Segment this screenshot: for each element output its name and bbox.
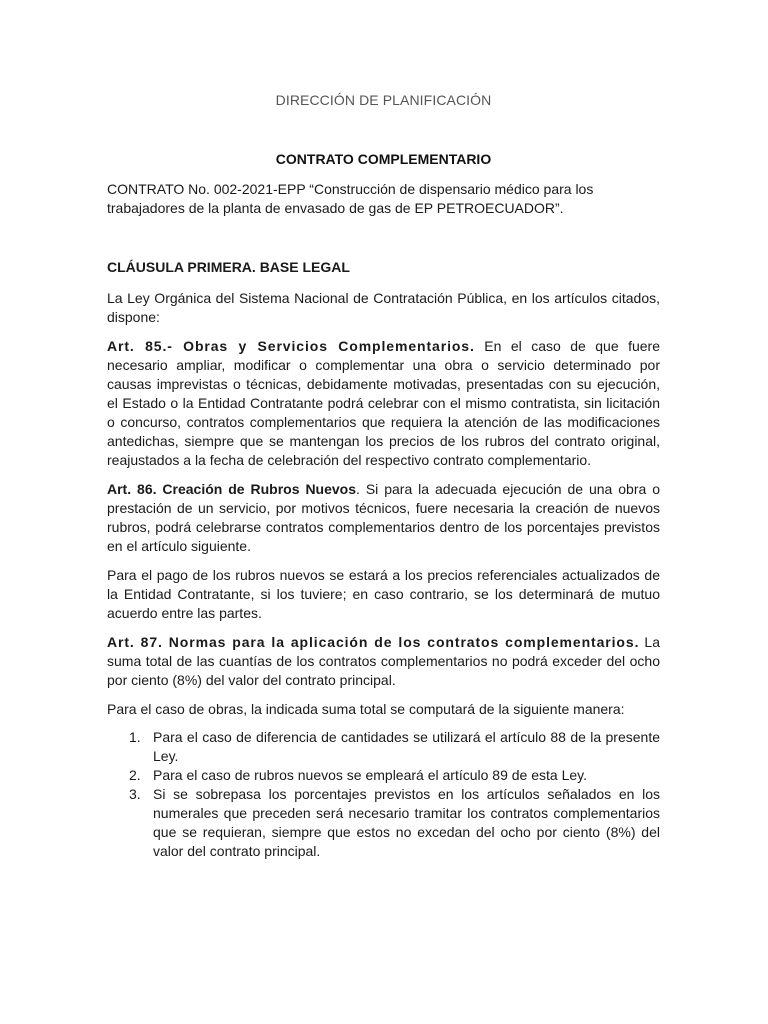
article-86 <box>107 480 660 556</box>
article-86-text: . Si para la adecuada ejecución de una obra o prestación de un servicio, por motivos técnicos, fuere necesaria la creación de nuevos rubros, podrá celebrarse contratos complementarios dentro de los porcentajes previstos en el artículo siguiente. <box>107 481 661 554</box>
list-item-number: 2. <box>129 767 141 783</box>
clause-intro-text: La Ley Orgánica del Sistema Nacional de Contratación Pública, en los artículos citados, dispone: <box>107 290 660 325</box>
numbered-list <box>107 728 660 861</box>
clause-title: CLÁUSULA PRIMERA. BASE LEGAL <box>107 259 350 275</box>
list-item-text: Para el caso de rubros nuevos se empleará el artículo 89 de esta Ley. <box>153 767 587 783</box>
clause-intro <box>107 289 660 327</box>
list-item-text: Si se sobrepasa los porcentajes previstos en los artículos señalados en los numerales que preceden será necesario tramitar los contratos complementarios que se requieran, siempre que estos no excedan del ocho por ciento (8%) del valor del contrato principal. <box>153 786 660 859</box>
article-86-heading: Art. 86. Creación de Rubros Nuevos <box>107 481 357 497</box>
list-item <box>129 728 660 766</box>
article-87-paragraph-2-text: Para el caso de obras, la indicada suma total se computará de la siguiente manera: <box>107 701 625 717</box>
article-87 <box>107 633 660 690</box>
article-87-heading: Art. 87. Normas para la aplicación de los contratos complementarios. <box>107 634 640 650</box>
document-body <box>107 289 660 861</box>
department-header: DIRECCIÓN DE PLANIFICACIÓN <box>275 92 492 108</box>
article-85-text: En el caso de que fuere necesario ampliar, modificar o complementar una obra o servicio determinado por causas imprevistas o técnicas, debidamente motivadas, presentadas con su ejecución, el Estado o la Entidad Contratante podrá celebrar con el mismo contratista, sin licitación o concurso, contratos complementarios que requiera la atención de las modificaciones antedichas, siempre que se mantengan los precios de los rubros del contrato original, reajustados a la fecha de celebración del respectivo contrato complementario. <box>107 338 660 468</box>
article-86-paragraph-2 <box>107 566 660 623</box>
list-item-text: Para el caso de diferencia de cantidades se utilizará el artículo 88 de la presente Ley. <box>153 729 660 764</box>
list-item <box>129 785 660 861</box>
article-85-heading: Art. 85.- Obras y Servicios Complementarios. <box>107 338 475 354</box>
document-title: CONTRATO COMPLEMENTARIO <box>275 151 492 167</box>
article-85 <box>107 337 660 470</box>
article-86-paragraph-2-text: Para el pago de los rubros nuevos se estará a los precios referenciales actualizados de la Entidad Contratante, si los tuviere; en caso contrario, se los determinará de mutuo acuerdo entre las partes. <box>107 567 660 621</box>
article-87-paragraph-2 <box>107 700 660 719</box>
article-87-text: La suma total de las cuantías de los contratos complementarios no podrá exceder del ocho por ciento (8%) del valor del contrato principal. <box>107 634 660 688</box>
contract-reference: CONTRATO No. 002-2021-EPP “Construcción de dispensario médico para los trabajadores de la planta de envasado de gas de EP PETROECUADOR”. <box>107 181 594 216</box>
list-item <box>129 766 660 785</box>
list-item-number: 3. <box>129 786 141 802</box>
list-item-number: 1. <box>129 729 141 745</box>
